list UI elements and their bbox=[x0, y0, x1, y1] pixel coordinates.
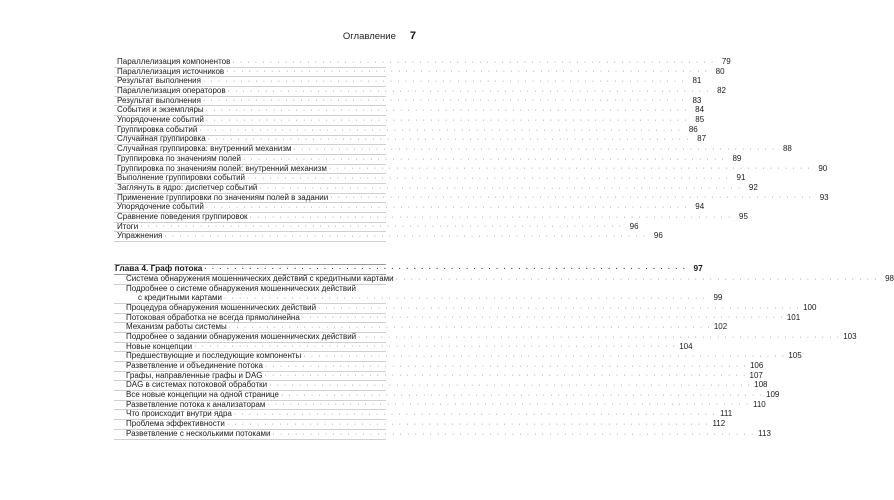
dot-leader: · · · · · · · · · · · · · · · · · · · · · · · · · · · · · · · · · · · · · · · · · · · · · · · · · · · · · · · · · · · · · · · · · bbox=[204, 266, 687, 273]
toc-entry-page: 83 bbox=[692, 95, 702, 105]
toc-entry-page: 108 bbox=[754, 380, 768, 390]
dot-leader: · · · · · · · · · · · · · · · · · · · · · · · · · · · · · · · · · · · · · · · · · · · · · · · · · · · · · · · · · · · · · · · · · bbox=[269, 382, 752, 390]
dot-leader: · · · · · · · · · · · · · · · · · · · · · · · · · · · · · · · · · · · · · · · · · · · · · · · · · · · · · · · · · · · · · · · · · bbox=[395, 275, 879, 283]
dot-leader: · · · · · · · · · · · · · · · · · · · · · · · · · · · · · · · · · · · · · · · · · · · · · · · · · · · · · · · · · · · · · · · · · bbox=[207, 136, 691, 144]
dot-leader: · · · · · · · · · · · · · · · · · · · · · · · · · · · · · · · · · · · · · · · · · · · · · · · · · · · · · · · · · · · · · · · · · bbox=[272, 430, 755, 438]
dot-leader: · · · · · · · · · · · · · · · · · · · · · · · · · · · · · · · · · · · · · · · · · · · · · · · · · · · · · · · · · · · · · · · · · bbox=[318, 304, 801, 312]
toc-entry-page: 103 bbox=[843, 331, 857, 341]
toc-entry-page: 96 bbox=[629, 221, 639, 231]
dot-leader: · · · · · · · · · · · · · · · · · · · · · · · · · · · · · · · · · · · · · · · · · · · · · · · · · · · · · · · · · · · · · · · · · bbox=[227, 87, 710, 95]
toc-entry-page: 112 bbox=[712, 419, 726, 429]
toc-entry-page: 107 bbox=[749, 370, 763, 380]
dot-leader: · · · · · · · · · · · · · · · · · · · · · · · · · · · · · · · · · · · · · · · · · · · · · · · · · · · · · · · · · · · · · · · · · bbox=[293, 145, 776, 153]
dot-leader: · · · · · · · · · · · · · · · · · · · · · · · · · · · · · · · · · · · · · · · · · · · · · · · · · · · · · · · · · · · · · · · · · bbox=[205, 107, 689, 115]
dot-leader: · · · · · · · · · · · · · · · · · · · · · · · · · · · · · · · · · · · · · · · · · · · · · · · · · · · · · · · · · · · · · · · · · bbox=[267, 401, 750, 409]
toc-entry-page: 91 bbox=[736, 173, 746, 183]
toc-entry-page: 102 bbox=[713, 322, 728, 332]
chapter-page: 97 bbox=[693, 263, 703, 273]
toc-entry-title: Новые концепции bbox=[126, 341, 193, 351]
toc-entry-title: DAG в системах потоковой обработки bbox=[126, 380, 268, 390]
toc-entry-page: 81 bbox=[692, 76, 702, 86]
toc-entry-title: Упорядочение событий bbox=[117, 115, 204, 125]
toc-entry-title: Упорядочение событий bbox=[117, 202, 204, 212]
toc-entry-page: 106 bbox=[749, 360, 764, 370]
toc-entry-title: Разветвление и объединение потока bbox=[126, 360, 263, 370]
toc-entry-page: 80 bbox=[715, 66, 725, 76]
toc-entry-title: Итоги bbox=[117, 221, 139, 231]
toc-entry-page: 85 bbox=[695, 115, 705, 125]
toc-entry-page: 96 bbox=[653, 231, 663, 241]
toc-entry-title: Группировка событий bbox=[117, 124, 198, 134]
page-header bbox=[343, 30, 416, 42]
toc-entry-title: Заглянуть в ядро: диспетчер событий bbox=[117, 182, 258, 192]
dot-leader: · · · · · · · · · · · · · · · · · · · · · · · · · · · · · · · · · · · · · · · · · · · · · · · · · · · · · · · · · · · · · · · · · bbox=[232, 58, 715, 66]
dot-leader: · · · · · · · · · · · · · · · · · · · · · · · · · · · · · · · · · · · · · · · · · · · · · · · · · · · · · · · · · · · · · · · · · bbox=[202, 78, 686, 86]
dot-leader: · · · · · · · · · · · · · · · · · · · · · · · · · · · · · · · · · · · · · · · · · · · · · · · · · · · · · · · · · · · · · · · · · bbox=[264, 362, 748, 370]
toc-entry-page: 90 bbox=[818, 163, 828, 173]
toc-entry-title: Потоковая обработка не всегда прямолинейна bbox=[126, 312, 300, 322]
dot-leader: · · · · · · · · · · · · · · · · · · · · · · · · · · · · · · · · · · · · · · · · · · · · · · · · · · · · · · · · · · · · · · · · · bbox=[205, 116, 689, 124]
dot-leader: · · · · · · · · · · · · · · · · · · · · · · · · · · · · · · · · · · · · · · · · · · · · · · · · · · · · · · · · · · · · · · · · · bbox=[303, 353, 786, 360]
running-title: Оглавление bbox=[342, 31, 396, 42]
toc-entry-page: 79 bbox=[721, 56, 731, 66]
toc-entry-page: 92 bbox=[748, 182, 758, 192]
dot-leader: · · · · · · · · · · · · · · · · · · · · · · · · · · · · · · · · · · · · · · · · · · · · · · · · · · · · · · · · · · · · · · · · · bbox=[228, 323, 712, 331]
toc-entry-page: 84 bbox=[695, 105, 705, 115]
toc-entry-title: Группировка по значениям полей: внутренний механизм bbox=[117, 163, 327, 173]
toc-entry-title: Выполнение группировки событий bbox=[117, 173, 246, 183]
toc-entry-title: События и экземпляры bbox=[117, 105, 204, 115]
dot-leader: · · · · · · · · · · · · · · · · · · · · · · · · · · · · · · · · · · · · · · · · · · · · · · · · · · · · · · · · · · · · · · · · · bbox=[259, 184, 742, 192]
toc-entry-page: 111 bbox=[720, 409, 733, 419]
toc-entry-page: 110 bbox=[753, 399, 766, 409]
toc-entry-title: Группировка по значениям полей bbox=[117, 153, 241, 163]
toc-entry-title: Подробнее о задании обнаружения мошеннических действий bbox=[126, 331, 357, 341]
toc-entry-page: 82 bbox=[717, 86, 726, 96]
toc-entry-title: Результат выполнения bbox=[117, 76, 201, 86]
toc-entry-title: Параллелизация компонентов bbox=[117, 56, 231, 66]
dot-leader: · · · · · · · · · · · · · · · · · · · · · · · · · · · · · · · · · · · · · · · · · · · · · · · · · · · · · · · · · · · · · · · · · bbox=[164, 233, 647, 241]
dot-leader: · · · · · · · · · · · · · · · · · · · · · · · · · · · · · · · · · · · · · · · · · · · · · · · · · · · · · · · · · · · · · · · · · bbox=[140, 223, 623, 231]
toc-entry-page: 109 bbox=[766, 390, 780, 400]
toc-entry-title: Проблема эффективности bbox=[126, 419, 225, 429]
dot-leader: · · · · · · · · · · · · · · · · · · · · · · · · · · · · · · · · · · · · · · · · · · · · · · · · · · · · · · · · · · · · · · · · · bbox=[199, 126, 682, 134]
dot-leader: · · · · · · · · · · · · · · · · · · · · · · · · · · · · · · · · · · · · · · · · · · · · · · · · · · · · · · · · · · · · · · · · · bbox=[358, 333, 841, 341]
toc-entry-title: Все новые концепции на одной странице bbox=[126, 390, 279, 400]
toc-entry-page: 105 bbox=[788, 351, 802, 361]
dot-leader: · · · · · · · · · · · · · · · · · · · · · · · · · · · · · · · · · · · · · · · · · · · · · · · · · · · · · · · · · · · · · · · · · bbox=[281, 391, 764, 399]
toc-entry-page: 113 bbox=[758, 428, 771, 438]
toc-entry-page: 101 bbox=[786, 312, 801, 322]
toc-entry-page: 89 bbox=[732, 153, 742, 163]
toc-entry-page: 93 bbox=[819, 192, 829, 202]
toc-entry[interactable] bbox=[114, 231, 663, 242]
toc-entry-page: 99 bbox=[713, 293, 723, 303]
toc-entry-title: Процедура обнаружения мошеннических действий bbox=[126, 302, 317, 312]
page-number: 7 bbox=[409, 30, 416, 42]
dot-leader: · · · · · · · · · · · · · · · · · · · · · · · · · · · · · · · · · · · · · · · · · · · · · · · · · · · · · · · · · · · · · · · · · bbox=[301, 314, 785, 322]
toc-entry-title: Случайная группировка bbox=[117, 134, 206, 144]
dot-leader: · · · · · · · · · · · · · · · · · · · · · · · · · · · · · · · · · · · · · · · · · · · · · · · · · · · · · · · · · · · · · · · · · bbox=[249, 213, 732, 221]
dot-leader: · · · · · · · · · · · · · · · · · · · · · · · · · · · · · · · · · · · · · · · · · · · · · · · · · · · · · · · · · · · · · · · · · bbox=[226, 420, 710, 428]
dot-leader: · · · · · · · · · · · · · · · · · · · · · · · · · · · · · · · · · · · · · · · · · · · · · · · · · · · · · · · · · · · · · · · · · bbox=[224, 294, 707, 302]
toc-entry-title: Случайная группировка: внутренний механизм bbox=[117, 144, 292, 154]
dot-leader: · · · · · · · · · · · · · · · · · · · · · · · · · · · · · · · · · · · · · · · · · · · · · · · · · · · · · · · · · · · · · · · · · bbox=[330, 194, 813, 202]
dot-leader: · · · · · · · · · · · · · · · · · · · · · · · · · · · · · · · · · · · · · · · · · · · · · · · · · · · · · · · · · · · · · · · · · bbox=[247, 174, 730, 182]
toc-entry-page: 104 bbox=[679, 341, 693, 351]
toc-entry-title: Параллелизация операторов bbox=[117, 86, 226, 96]
toc-entry-title: Упражнения bbox=[117, 231, 163, 241]
toc-section-a bbox=[114, 56, 829, 242]
toc-entry-page: 100 bbox=[803, 302, 817, 312]
toc-entry-title: Параллелизация источников bbox=[117, 66, 225, 76]
dot-leader: · · · · · · · · · · · · · · · · · · · · · · · · · · · · · · · · · · · · · · · · · · · · · · · · · · · · · · · · · · · · · · · · · bbox=[328, 165, 812, 173]
dot-leader: · · · · · · · · · · · · · · · · · · · · · · · · · · · · · · · · · · · · · · · · · · · · · · · · · · · · · · · · · · · · · · · · · bbox=[226, 68, 709, 76]
toc-entry[interactable] bbox=[114, 428, 771, 440]
toc-entry-title: Графы, направленные графы и DAG bbox=[126, 370, 263, 380]
dot-leader: · · · · · · · · · · · · · · · · · · · · · · · · · · · · · · · · · · · · · · · · · · · · · · · · · · · · · · · · · · · · · · · · · bbox=[242, 155, 726, 163]
toc-entry-title: Предшествующие и последующие компоненты bbox=[126, 351, 302, 361]
dot-leader: · · · · · · · · · · · · · · · · · · · · · · · · · · · · · · · · · · · · · · · · · · · · · · · · · · · · · · · · · · · · · · · · · bbox=[202, 97, 686, 105]
toc-entry-title-continued: с кредитными картами bbox=[138, 293, 222, 303]
dot-leader: · · · · · · · · · · · · · · · · · · · · · · · · · · · · · · · · · · · · · · · · · · · · · · · · · · · · · · · · · · · · · · · · · bbox=[194, 343, 677, 351]
toc-entry-page: 86 bbox=[688, 124, 698, 134]
dot-leader: · · · · · · · · · · · · · · · · · · · · · · · · · · · · · · · · · · · · · · · · · · · · · · · · · · · · · · · · · · · · · · · · · bbox=[264, 372, 747, 380]
toc-entry-page: 94 bbox=[695, 202, 705, 212]
toc-entry-title: Сравнение поведения группировок bbox=[117, 211, 248, 221]
toc-entry-title: Разветвление потока к анализаторам bbox=[126, 399, 266, 409]
toc-entry-title: Разветвление с несколькими потоками bbox=[126, 428, 271, 438]
chapter-title: Глава 4. Граф потока bbox=[115, 263, 203, 273]
toc-entry-title: Результат выполнения bbox=[117, 95, 201, 105]
dot-leader: · · · · · · · · · · · · · · · · · · · · · · · · · · · · · · · · · · · · · · · · · · · · · · · · · · · · · · · · · · · · · · · · · bbox=[233, 411, 717, 419]
toc-entry-page: 95 bbox=[739, 211, 748, 221]
toc-entry-title: Механизм работы системы bbox=[126, 322, 227, 332]
toc-entry-page: 88 bbox=[782, 144, 792, 154]
toc-entry-page: 98 bbox=[885, 273, 894, 283]
toc-entry-page: 87 bbox=[697, 134, 707, 144]
toc-entry[interactable] bbox=[114, 211, 748, 223]
dot-leader: · · · · · · · · · · · · · · · · · · · · · · · · · · · · · · · · · · · · · · · · · · · · · · · · · · · · · · · · · · · · · · · · · bbox=[205, 204, 689, 211]
toc-entry-title: Подробнее о системе обнаружения мошеннических действий bbox=[126, 284, 357, 294]
toc-entry-title: Применение группировки по значениям полей в задании bbox=[117, 192, 329, 202]
toc-entry-title: Что происходит внутри ядра bbox=[126, 409, 232, 419]
toc-section-b bbox=[114, 263, 894, 440]
toc-entry-title: Система обнаружения мошеннических действий с кредитными картами bbox=[126, 273, 394, 283]
